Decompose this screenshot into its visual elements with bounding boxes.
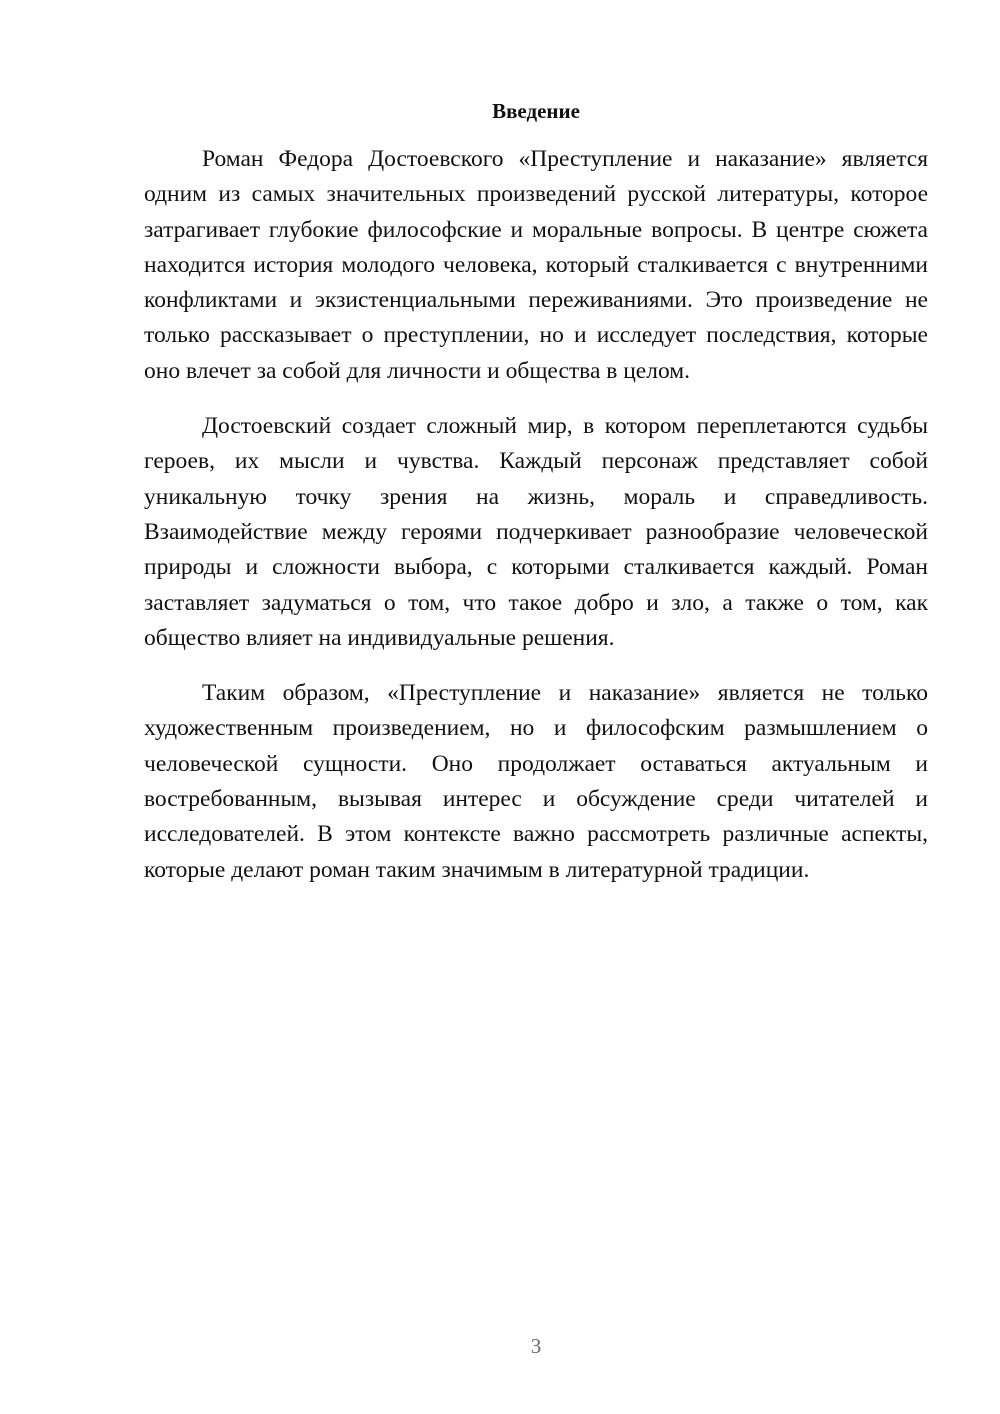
paragraph-2: Достоевский создает сложный мир, в котором переплетаются судьбы героев, их мысли и чувства. Каждый персонаж представляет собой уникальную точку зрения на жизнь, мораль и справедливость. Взаимодействие между героями подчеркивает разнообразие человеческой природы и сложности выбора, с которыми сталкивается каждый. Роман заставляет задуматься о том, что такое добро и зло, а также о том, как общество влияет на индивидуальные решения. (144, 413, 928, 651)
paragraph-1: Роман Федора Достоевского «Преступление и наказание» является одним из самых значительных произведений русской литературы, которое затрагивает глубокие философские и моральные вопросы. В центре сюжета находится история молодого человека, который сталкивается с внутренними конфликтами и экзистенциальными переживаниями. Это произведение не только рассказывает о преступлении, но и исследует последствия, которые оно влечет за собой для личности и общества в целом. (144, 146, 928, 384)
page-number: 3 (530, 1334, 542, 1358)
body-text (144, 142, 928, 908)
paragraph-3: Таким образом, «Преступление и наказание» является не только художественным произведением, но и философским размышлением о человеческой сущности. Оно продолжает оставаться актуальным и востребованным, вызывая интерес и обсуждение среди читателей и исследователей. В этом контексте важно рассмотреть различные аспекты, которые делают роман таким значимым в литературной традиции. (144, 680, 928, 883)
section-heading: Введение (492, 99, 580, 123)
